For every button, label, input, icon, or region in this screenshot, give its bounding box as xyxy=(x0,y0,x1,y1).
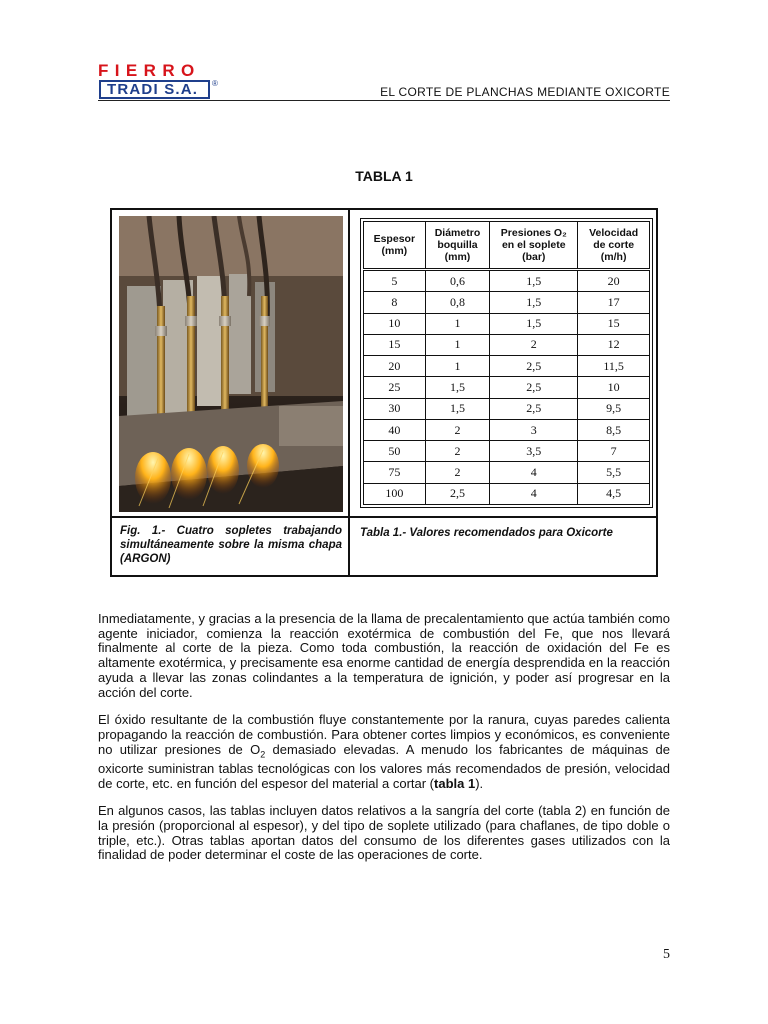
document-header-title: EL CORTE DE PLANCHAS MEDIANTE OXICORTE xyxy=(380,85,670,99)
table-caption: Tabla 1.- Valores recomendados para Oxicorte xyxy=(360,527,613,539)
table-cell: 2 xyxy=(425,462,490,483)
table-cell: 8,5 xyxy=(578,419,650,440)
table-cell: 5 xyxy=(364,270,426,292)
frame-vertical-divider xyxy=(348,210,350,575)
table-cell: 1,5 xyxy=(490,292,578,313)
body-text xyxy=(98,612,670,876)
table-cell: 1,5 xyxy=(425,398,490,419)
paragraph-2-part-c: ). xyxy=(475,775,484,791)
table-cell: 4 xyxy=(490,483,578,504)
header-line: de corte xyxy=(593,239,635,251)
table-row xyxy=(364,462,650,483)
table-cell: 2,5 xyxy=(490,398,578,419)
table-cell: 25 xyxy=(364,377,426,398)
table-row xyxy=(364,334,650,355)
table-cell: 5,5 xyxy=(578,462,650,483)
figure-caption: Fig. 1.- Cuatro sopletes trabajando simultáneamente sobre la misma chapa (ARGON) xyxy=(120,525,342,565)
table-row xyxy=(364,483,650,504)
logo-top-text: FIERRO xyxy=(98,61,201,80)
table-cell: 30 xyxy=(364,398,426,419)
paragraph-2 xyxy=(98,713,670,791)
header-velocidad xyxy=(578,222,650,270)
table-cell: 4,5 xyxy=(578,483,650,504)
table-cell: 2,5 xyxy=(490,356,578,377)
header-presiones xyxy=(490,222,578,270)
table-cell: 10 xyxy=(578,377,650,398)
table-cell: 2,5 xyxy=(490,377,578,398)
paragraph-2-part-a: El óxido resultante de la combustión fluye constantemente por la ranura, cuyas paredes calienta propagando la reacción de combustión. Para obtener cortes limpios y económicos, es conveniente no utilizar presiones de O xyxy=(98,712,670,757)
table-row xyxy=(364,270,650,292)
table-cell: 12 xyxy=(578,334,650,355)
paragraph-2-part-b: demasiado elevadas. A menudo los fabricantes de máquinas de oxicorte suministran tablas tecnológicas con los valores más recomendados de presión, velocidad de corte, etc. en función del espesor del material a cortar ( xyxy=(98,741,670,791)
table-header-row xyxy=(364,222,650,270)
header-line: Velocidad xyxy=(589,227,639,239)
table-cell: 1,5 xyxy=(425,377,490,398)
table-body xyxy=(364,270,650,505)
table-cell: 2 xyxy=(490,334,578,355)
oxicorte-data-table-wrapper xyxy=(360,218,653,508)
figure-table-frame xyxy=(110,208,658,577)
table-cell: 1 xyxy=(425,356,490,377)
table-cell: 7 xyxy=(578,441,650,462)
table-cell: 3 xyxy=(490,419,578,440)
table-cell: 15 xyxy=(364,334,426,355)
table-cell: 50 xyxy=(364,441,426,462)
table-row xyxy=(364,292,650,313)
table-cell: 1,5 xyxy=(490,313,578,334)
table-row xyxy=(364,377,650,398)
table-cell: 40 xyxy=(364,419,426,440)
table-cell: 0,8 xyxy=(425,292,490,313)
header-line: Diámetro xyxy=(434,227,481,239)
header-diametro xyxy=(425,222,490,270)
table-cell: 2,5 xyxy=(425,483,490,504)
paragraph-3: En algunos casos, las tablas incluyen datos relativos a la sangría del corte (tabla 2) en función de la presión (proporcional al espesor), y del tipo de soplete utilizado (para chaflanes, de tipo doble o triple, etc.). Otras tablas aportan datos del consumo de los diferentes gases utilizados con la finalidad de poder determinar el coste de las operaciones de corte. xyxy=(98,803,670,863)
frame-horizontal-divider xyxy=(112,516,656,518)
table-reference: tabla 1 xyxy=(434,775,476,791)
table-cell: 2 xyxy=(425,441,490,462)
table-row xyxy=(364,313,650,334)
header-line: (mm) xyxy=(381,245,408,257)
table-title: TABLA 1 xyxy=(355,168,413,184)
table-cell: 100 xyxy=(364,483,426,504)
table-cell: 20 xyxy=(578,270,650,292)
table-cell: 15 xyxy=(578,313,650,334)
table-cell: 20 xyxy=(364,356,426,377)
header-divider xyxy=(98,100,670,101)
table-cell: 0,6 xyxy=(425,270,490,292)
company-logo xyxy=(98,62,228,102)
registered-mark: ® xyxy=(212,79,218,88)
table-row xyxy=(364,398,650,419)
table-cell: 10 xyxy=(364,313,426,334)
table-cell: 1,5 xyxy=(490,270,578,292)
table-row xyxy=(364,419,650,440)
logo-bottom-text: TRADI S.A. xyxy=(107,81,199,98)
table-cell: 75 xyxy=(364,462,426,483)
table-cell: 11,5 xyxy=(578,356,650,377)
header-line: (mm) xyxy=(444,251,471,263)
table-cell: 3,5 xyxy=(490,441,578,462)
table-cell: 1 xyxy=(425,313,490,334)
header-line: en el soplete xyxy=(501,239,566,251)
paragraph-1: Inmediatamente, y gracias a la presencia de la llama de precalentamiento que actúa también como agente iniciador, comienza la reacción exotérmica de combustión del Fe, que nos llevará finalmente al corte de la pieza. Como toda combustión, la reacción de oxidación del Fe es altamente exotérmica, y precisamente esa enorme cantidad de energía desprendida en la reacción ayuda a llevar las zonas colindantes a la temperatura de ignición, y poder así progresar en la acción del corte. xyxy=(98,611,670,700)
table-row xyxy=(364,441,650,462)
table-cell: 1 xyxy=(425,334,490,355)
table-cell: 8 xyxy=(364,292,426,313)
header-line: Espesor xyxy=(373,233,416,245)
header-line: (bar) xyxy=(522,251,546,263)
header-line: boquilla xyxy=(437,239,478,251)
table-row xyxy=(364,356,650,377)
cutting-torches-illustration xyxy=(119,216,343,512)
logo-box xyxy=(99,80,210,99)
o2-subscript: 2 xyxy=(260,749,266,760)
page-number: 5 xyxy=(663,947,670,962)
table-cell: 2 xyxy=(425,419,490,440)
header-espesor xyxy=(364,222,426,270)
table-cell: 17 xyxy=(578,292,650,313)
header-line: Presiones O₂ xyxy=(500,227,567,239)
header-line: (m/h) xyxy=(600,251,627,263)
cutting-torches-photo xyxy=(119,216,343,512)
oxicorte-data-table xyxy=(363,221,650,505)
table-cell: 4 xyxy=(490,462,578,483)
table-cell: 9,5 xyxy=(578,398,650,419)
